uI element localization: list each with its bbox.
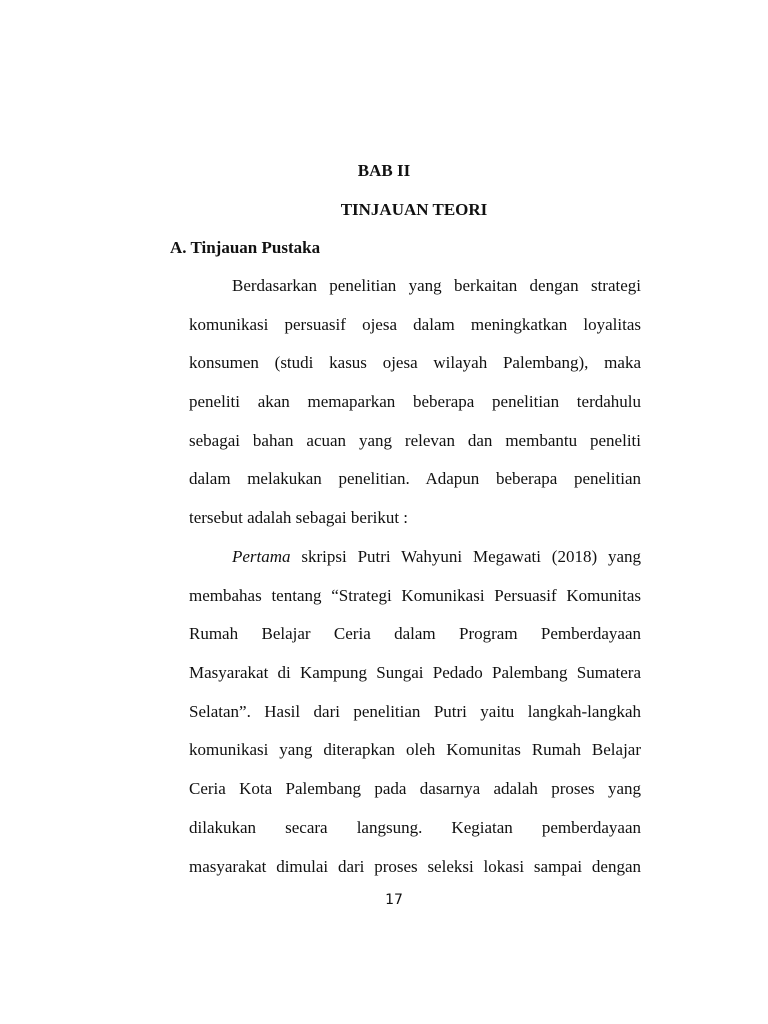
paragraph-line: Berdasarkan penelitian yang berkaitan dengan strategi xyxy=(232,276,641,295)
paragraph-line: dilakukan secara langsung. Kegiatan pemberdayaan xyxy=(189,817,641,837)
paragraph-line: Ceria Kota Palembang pada dasarnya adalah proses yang xyxy=(189,779,641,799)
paragraph-line: membahas tentang “Strategi Komunikasi Persuasif Komunitas xyxy=(189,585,641,605)
paragraph-line: dalam melakukan penelitian. Adapun beberapa penelitian xyxy=(189,469,641,489)
paragraph-line: Selatan”. Hasil dari penelitian Putri yaitu langkah-langkah xyxy=(189,701,641,721)
paragraph-line: komunikasi persuasif ojesa dalam meningkatkan loyalitas xyxy=(189,314,641,334)
paragraph-line: tersebut adalah sebagai berikut : xyxy=(189,508,409,528)
paragraph-2 xyxy=(189,538,641,886)
paragraph-line: konsumen (studi kasus ojesa wilayah Palembang), maka xyxy=(189,353,641,373)
chapter-number: BAB II xyxy=(357,161,411,180)
emphasis-text: Pertama xyxy=(232,547,291,566)
section-heading: A. Tinjauan Pustaka xyxy=(170,238,321,257)
paragraph-line-text: skripsi Putri Wahyuni Megawati (2018) yang xyxy=(290,547,641,566)
paragraph-line: masyarakat dimulai dari proses seleksi lokasi sampai dengan xyxy=(189,856,641,876)
paragraph-line: sebagai bahan acuan yang relevan dan membantu peneliti xyxy=(189,430,641,450)
paragraph-1 xyxy=(189,267,641,538)
paragraph-line: Rumah Belajar Ceria dalam Program Pemberdayaan xyxy=(189,624,641,644)
page-number: 17 xyxy=(385,892,403,908)
paragraph-line: komunikasi yang diterapkan oleh Komunitas Rumah Belajar xyxy=(189,740,641,760)
chapter-title: TINJAUAN TEORI xyxy=(340,200,488,219)
paragraph-line: Masyarakat di Kampung Sungai Pedado Palembang Sumatera xyxy=(189,663,641,683)
paragraph-line-first xyxy=(189,538,641,577)
paragraph-line: peneliti akan memaparkan beberapa penelitian terdahulu xyxy=(189,392,641,412)
